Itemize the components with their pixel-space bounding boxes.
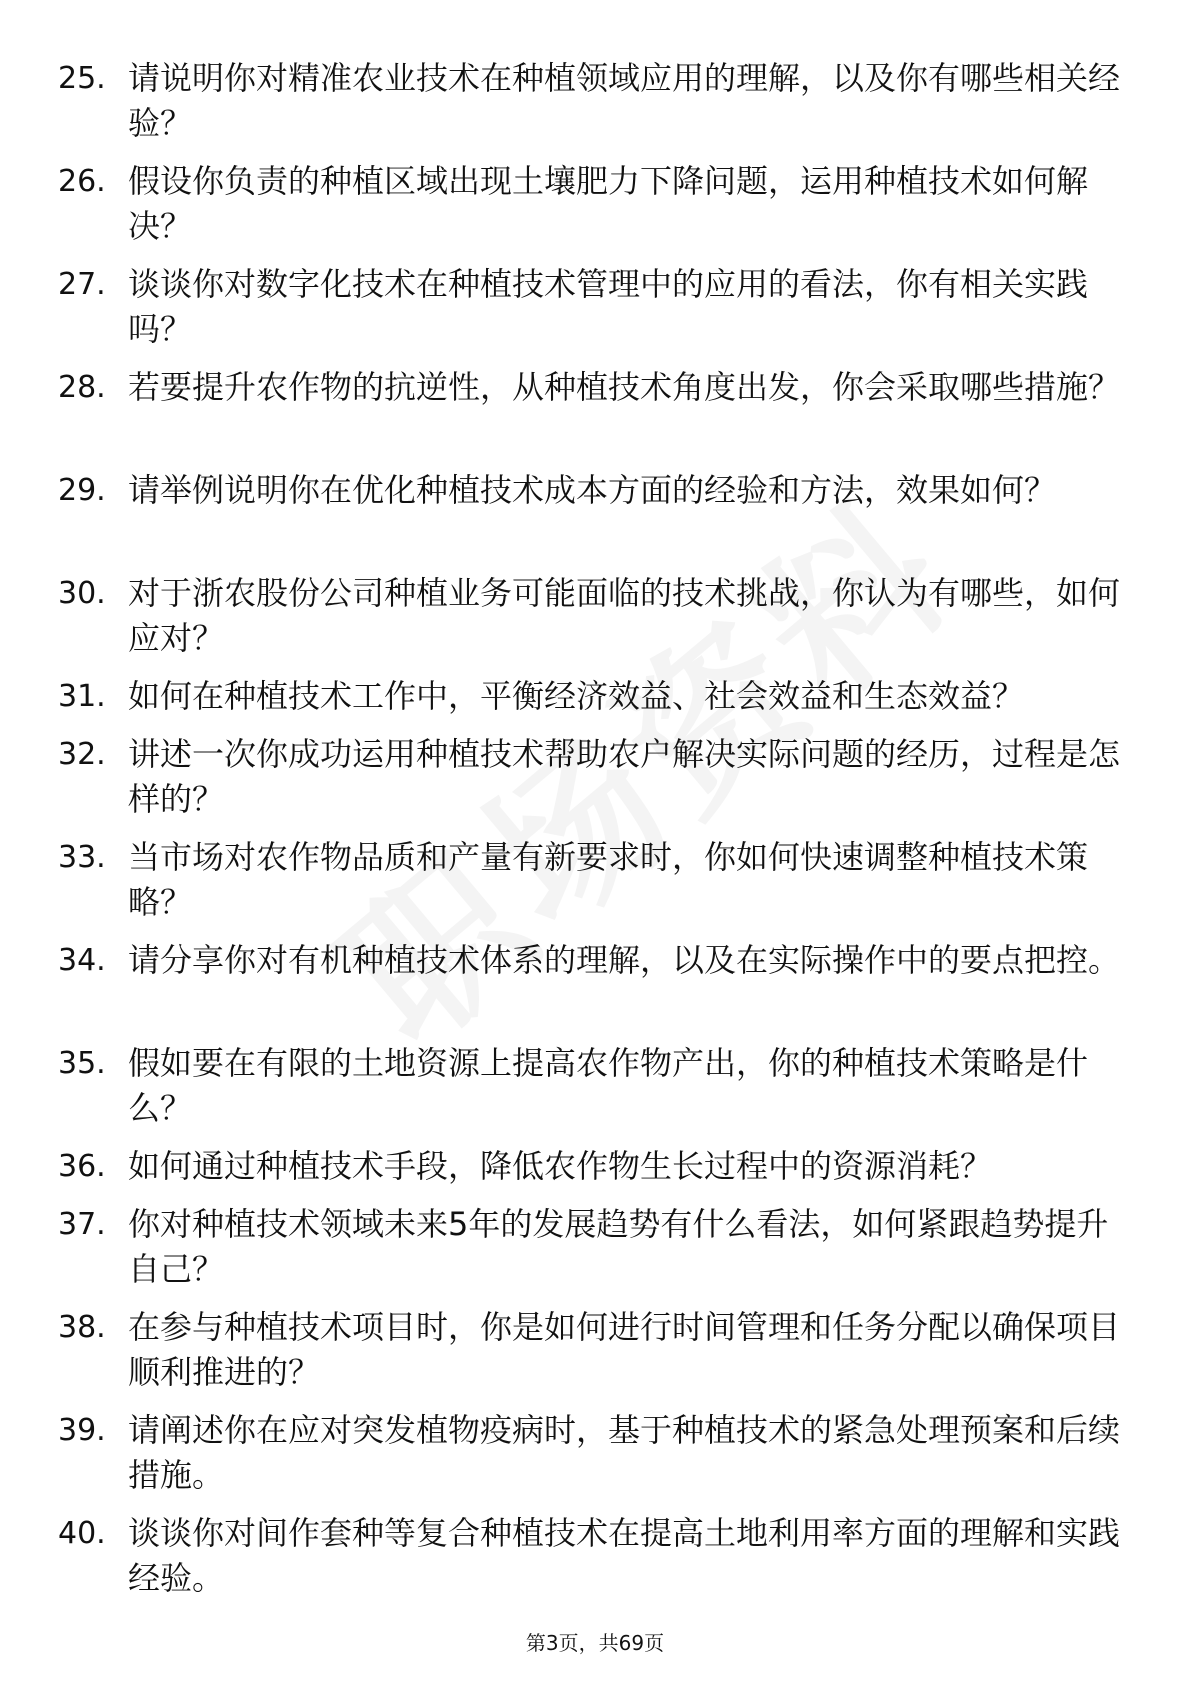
- question-text: 假设你负责的种植区域出现土壤肥力下降问题，运用种植技术如何解决？: [128, 162, 1089, 245]
- question-item: [0, 571, 1190, 674]
- question-number: 30.: [58, 576, 106, 611]
- question-item: [0, 938, 1190, 1041]
- question-number: 36.: [58, 1149, 106, 1184]
- question-text: 假如要在有限的土地资源上提高农作物产出，你的种植技术策略是什么？: [128, 1044, 1089, 1127]
- question-text: 讲述一次你成功运用种植技术帮助农户解决实际问题的经历，过程是怎样的？: [128, 735, 1121, 818]
- question-text: 请说明你对精准农业技术在种植领域应用的理解，以及你有哪些相关经验？: [128, 59, 1121, 142]
- question-item: [0, 365, 1190, 468]
- question-item: [0, 1305, 1190, 1408]
- question-number: 37.: [58, 1207, 106, 1242]
- question-item: [0, 1202, 1190, 1305]
- question-number: 32.: [58, 737, 106, 772]
- question-number: 40.: [58, 1516, 106, 1551]
- question-text: 在参与种植技术项目时，你是如何进行时间管理和任务分配以确保项目顺利推进的？: [128, 1308, 1121, 1391]
- page-footer: 第3页，共69页: [525, 1631, 665, 1655]
- question-list: [0, 56, 1190, 1614]
- question-text: 若要提升农作物的抗逆性，从种植技术角度出发，你会采取哪些措施？: [128, 368, 1121, 406]
- question-item: [0, 732, 1190, 835]
- question-item: [0, 56, 1190, 159]
- question-item: [0, 1511, 1190, 1614]
- question-text: 请分享你对有机种植技术体系的理解，以及在实际操作中的要点把控。: [128, 941, 1121, 979]
- question-item: [0, 468, 1190, 571]
- question-item: [0, 1144, 1190, 1202]
- question-number: 27.: [58, 267, 106, 302]
- question-text: 如何在种植技术工作中，平衡经济效益、社会效益和生态效益？: [128, 677, 1025, 715]
- question-number: 38.: [58, 1310, 106, 1345]
- question-item: [0, 835, 1190, 938]
- question-number: 28.: [58, 370, 106, 405]
- question-number: 31.: [58, 679, 106, 714]
- question-item: [0, 1041, 1190, 1144]
- question-item: [0, 262, 1190, 365]
- question-item: [0, 674, 1190, 732]
- question-number: 39.: [58, 1413, 106, 1448]
- question-text: 请举例说明你在优化种植技术成本方面的经验和方法，效果如何？: [128, 471, 1057, 509]
- question-text: 谈谈你对数字化技术在种植技术管理中的应用的看法，你有相关实践吗？: [128, 265, 1089, 348]
- question-number: 34.: [58, 943, 106, 978]
- question-text: 你对种植技术领域未来5年的发展趋势有什么看法，如何紧跟趋势提升自己？: [128, 1205, 1109, 1288]
- question-number: 26.: [58, 164, 106, 199]
- question-item: [0, 1408, 1190, 1511]
- question-text: 请阐述你在应对突发植物疫病时，基于种植技术的紧急处理预案和后续措施。: [128, 1411, 1121, 1494]
- question-text: 如何通过种植技术手段，降低农作物生长过程中的资源消耗？: [128, 1147, 993, 1185]
- question-text: 谈谈你对间作套种等复合种植技术在提高土地利用率方面的理解和实践经验。: [128, 1514, 1121, 1597]
- question-number: 33.: [58, 840, 106, 875]
- question-text: 对于浙农股份公司种植业务可能面临的技术挑战，你认为有哪些，如何应对？: [128, 574, 1121, 657]
- question-text: 当市场对农作物品质和产量有新要求时，你如何快速调整种植技术策略？: [128, 838, 1089, 921]
- question-item: [0, 159, 1190, 262]
- question-number: 25.: [58, 61, 106, 96]
- question-number: 35.: [58, 1046, 106, 1081]
- question-number: 29.: [58, 473, 106, 508]
